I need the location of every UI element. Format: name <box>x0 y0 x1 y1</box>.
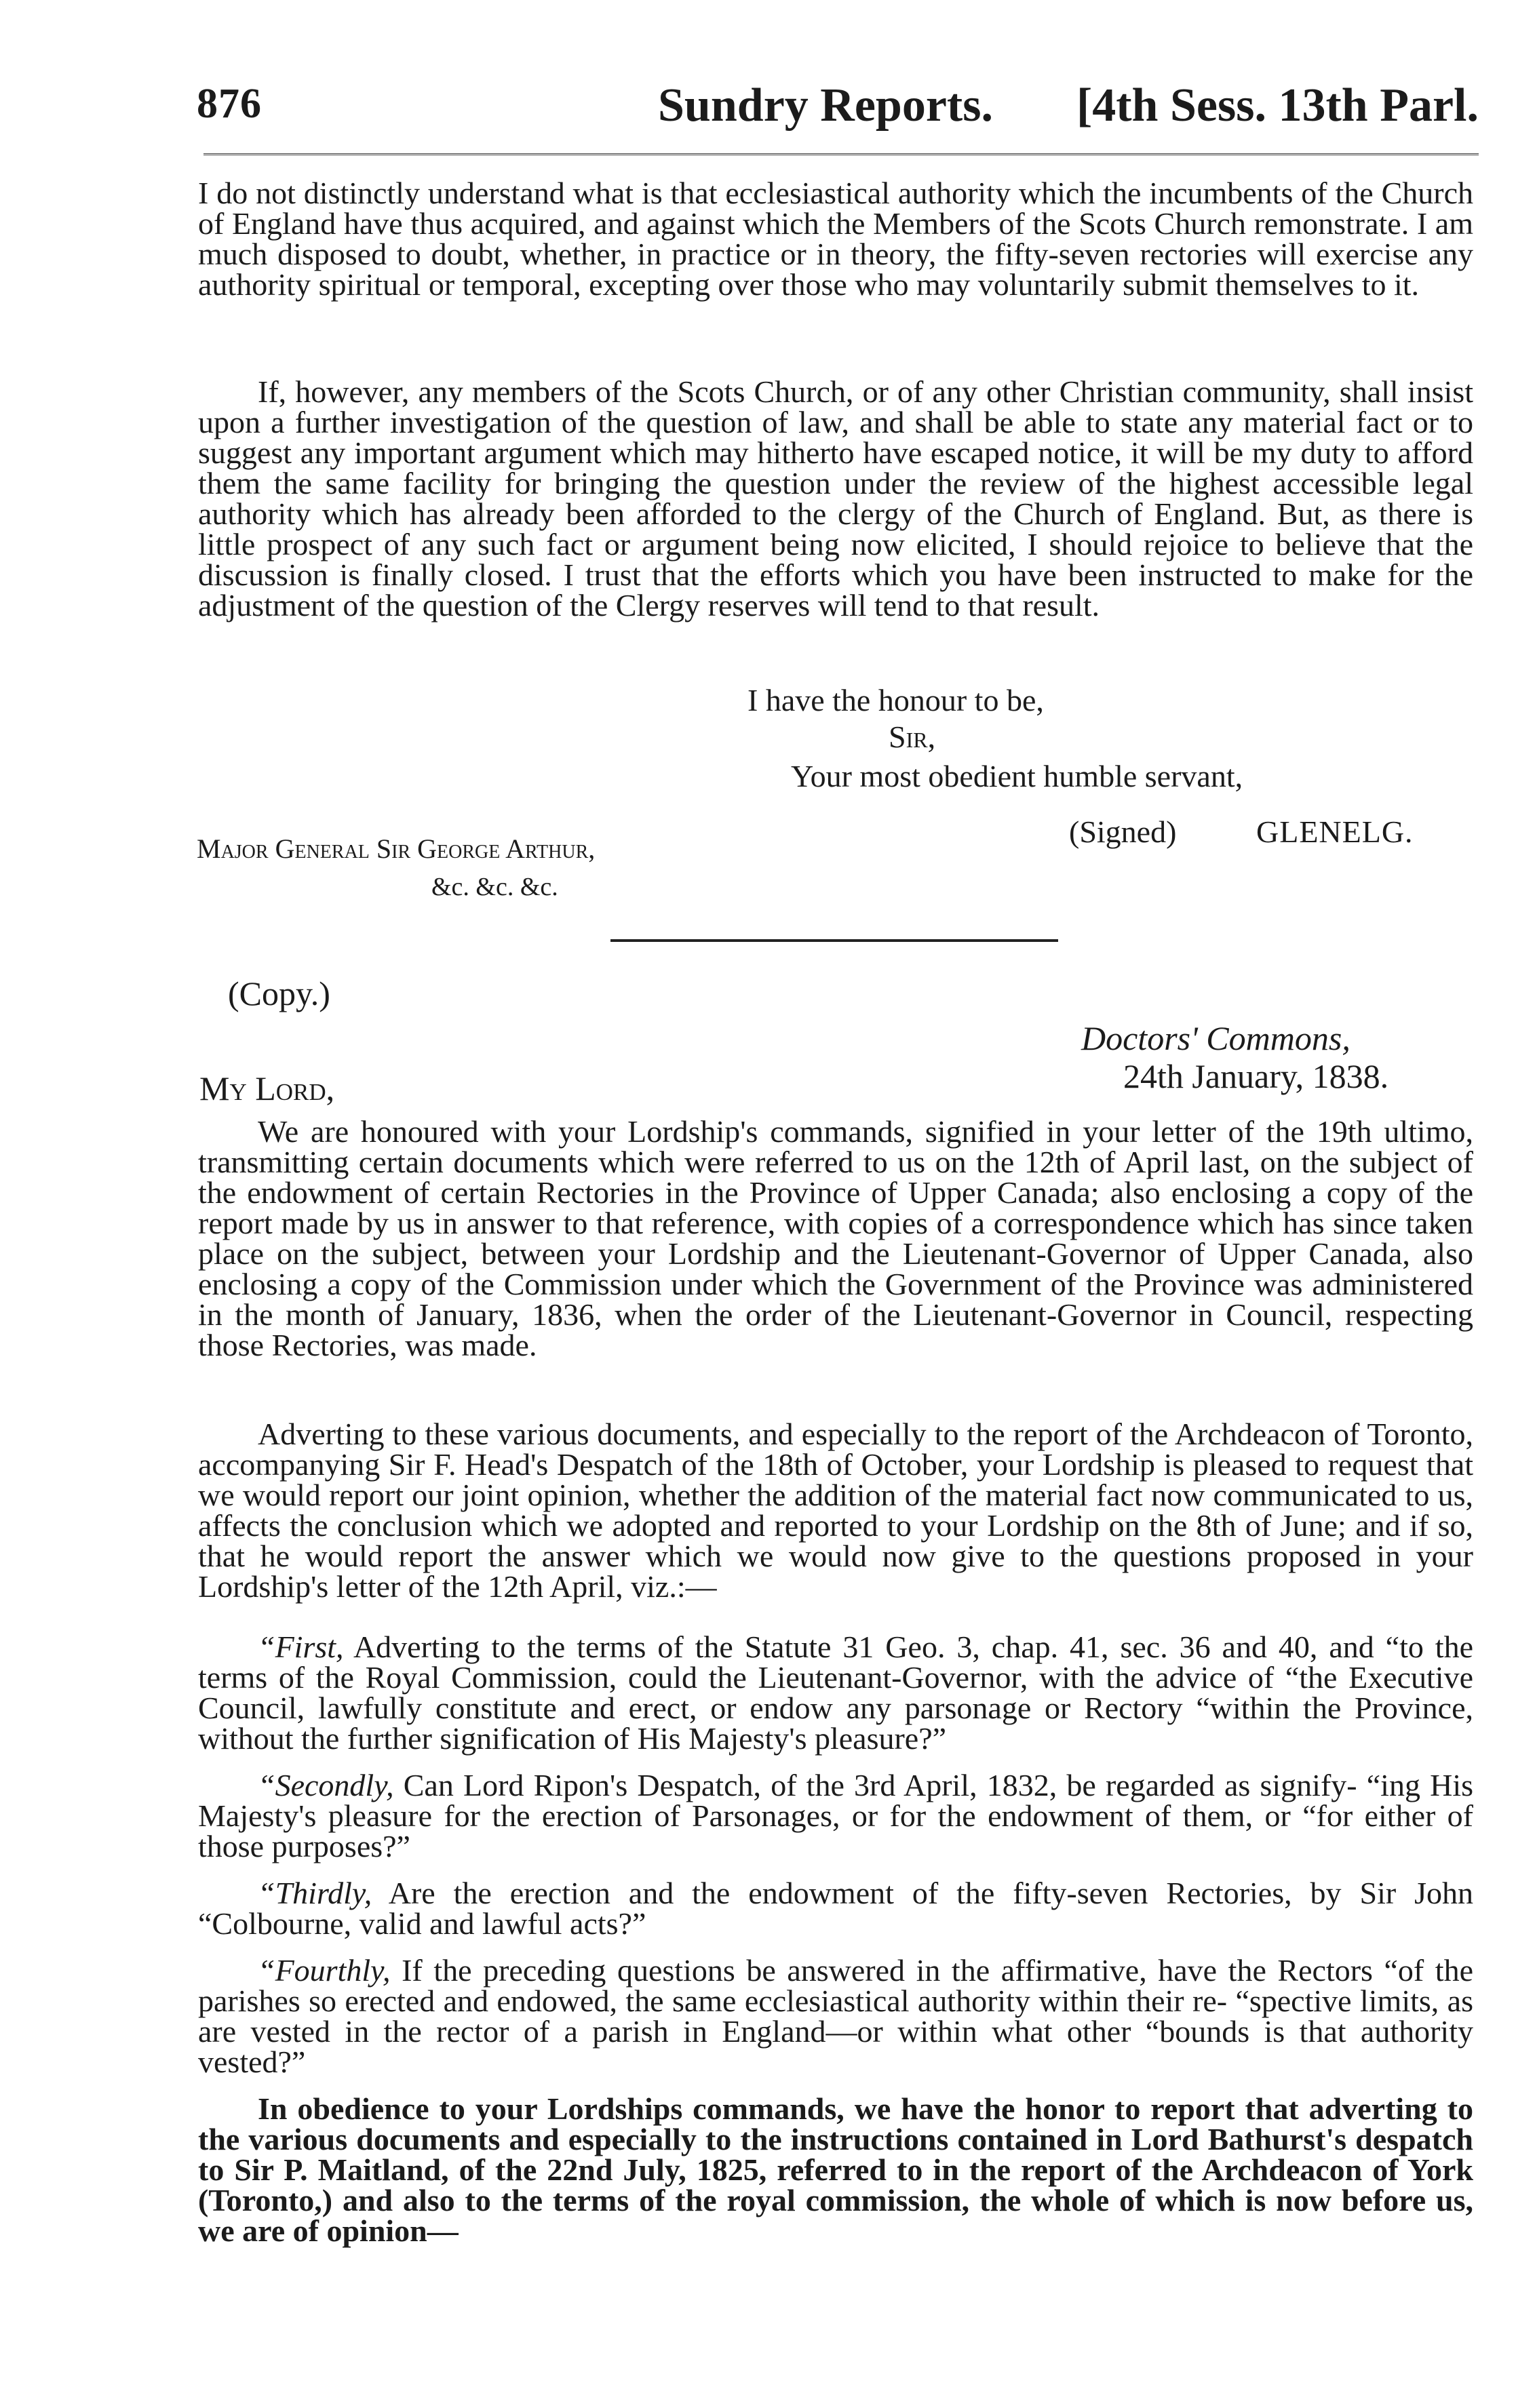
question-label: “Secondly, <box>258 1768 394 1802</box>
letter-date: 24th January, 1838. <box>1123 1057 1389 1095</box>
salutation: My Lord, <box>199 1069 335 1107</box>
addressee-etc: &c. &c. &c. <box>431 873 558 901</box>
question-third <box>198 1878 1473 1939</box>
letter1-paragraph-1: I do not distinctly understand what is that ecclesiastical authority which the incumbents of the Church of England have thus acquired, and against which the Members of the Scots Church remonstrate. I am much disposed to doubt, whether, in practice or in theory, the fifty-seven rectories will exercise any authority spiritual or temporal, excepting over those who may voluntarily submit themselves to it. <box>198 176 1473 302</box>
letter2-paragraph-2: Adverting to these various documents, and especially to the report of the Archdeacon of Toronto, accompanying Sir F. Head's Despatch of the 18th of October, your Lordship is pleased to request that we would report our joint opinion, whether the addition of the material fact now communicated to us, affects the conclusion which we adopted and reported to your Lordship on the 8th of June; and if so, that he would report the answer which we would now give to the questions proposed in your Lordship's letter of the 12th April, viz.:— <box>198 1417 1473 1604</box>
question-text: If the preceding questions be answered in the affirmative, have the Rectors “of the parishes so erected and endowed, the same ecclesiastical authority within their re- “spective limits, as are vested in the rector of a parish in England—or within what other “bounds is that authority vested?” <box>198 1953 1474 2079</box>
question-label: “Thirdly, <box>258 1876 372 1910</box>
section-divider <box>610 939 1058 942</box>
running-header <box>197 73 1479 134</box>
page-number: 876 <box>197 81 262 127</box>
closing-servant: Your most obedient humble servant, <box>791 759 1243 793</box>
letter2-paragraph-1: We are honoured with your Lordship's commands, signified in your letter of the 19th ultimo, transmitting certain documents which were referred to us on the 12th of April last, on the subject of the endowment of certain Rectories in the Province of Upper Canada; also enclosing a copy of the report made by us in answer to that reference, with copies of a correspondence which has since taken place on the subject, between your Lordship and the Lieutenant-Governor of Upper Canada, also enclosing a copy of the Commission under which the Government of the Province was administered in the month of January, 1836, when the order of the Lieutenant-Governor in Council, respecting those Rectories, was made. <box>198 1114 1473 1362</box>
closing-line: I have the honour to be, <box>747 683 1044 717</box>
letter1-paragraph-2: If, however, any members of the Scots Church, or of any other Christian community, shall insist upon a further investigation of the question of law, and shall be able to state any material fact or to suggest any important argument which may hitherto have escaped notice, it will be my duty to afford them the same facility for bringing the question under the review of the highest accessible legal authority which has already been afforded to the clergy of the Church of England. But, as there is little prospect of any such fact or argument being now elicited, I should rejoice to believe that the discussion is finally closed. I trust that the efforts which you have been instructed to make for the adjustment of the question of the Clergy reserves will tend to that result. <box>198 374 1473 623</box>
signed-label: (Signed) <box>1069 814 1177 849</box>
question-label: “Fourthly, <box>258 1953 391 1988</box>
header-rule <box>203 153 1479 155</box>
question-text: Adverting to the terms of the Statute 31 Geo. 3, chap. 41, sec. 36 and 40, and “to the terms of the Royal Commission, could the Lieutenant-Governor, with the advice of “the Executive Council, lawfully constitute and erect, or endow any parsonage or Rectory “within the Province, without the further signification of His Majesty's pleasure?” <box>198 1630 1473 1756</box>
question-label: “First, <box>258 1630 344 1664</box>
question-second <box>198 1770 1473 1861</box>
running-title: Sundry Reports. <box>658 79 993 132</box>
questions-list <box>198 1632 1473 2262</box>
signature-glenelg: GLENELG. <box>1256 814 1414 849</box>
letter2-final-paragraph: In obedience to your Lordships commands, we have the honor to report that adverting to the various documents and especially to the instructions contained in Lord Bathurst's despatch to Sir P. Maitland, of the 22nd July, 1825, referred to in the report of the Archdeacon of York (Toronto,) and also to the terms of the royal commission, the whole of which is now before us, we are of opinion— <box>198 2091 1473 2248</box>
question-fourth <box>198 1955 1473 2077</box>
closing-sir: Sir, <box>889 719 936 754</box>
letter-place: Doctors' Commons, <box>1081 1019 1350 1057</box>
session-label: [4th Sess. 13th Parl. <box>1076 79 1479 132</box>
question-first <box>198 1632 1473 1754</box>
copy-label: (Copy.) <box>228 974 330 1012</box>
question-text: Are the erection and the endowment of the fifty-seven Rectories, by Sir John “Colbourne, valid and lawful acts?” <box>198 1876 1473 1941</box>
addressee-name: Major General Sir George Arthur, <box>197 833 596 864</box>
question-text: Can Lord Ripon's Despatch, of the 3rd April, 1832, be regarded as signify- “ing His Majesty's pleasure for the erection of Parsonages, or for the endowment of them, or “for either of those purposes?” <box>198 1768 1474 1863</box>
